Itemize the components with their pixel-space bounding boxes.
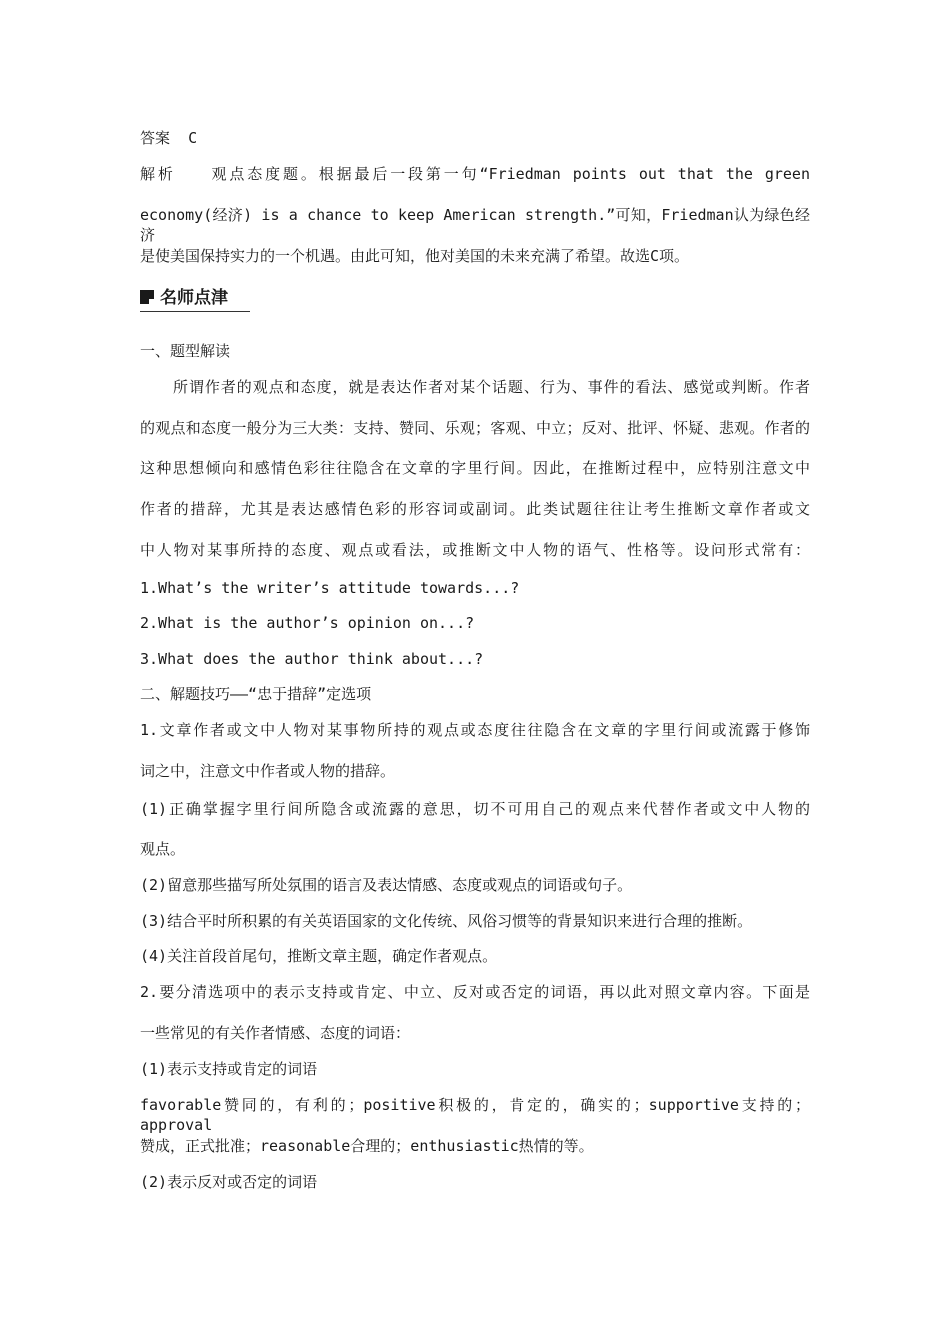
negative-words-title: (2)表示反对或否定的词语 <box>140 1173 318 1191</box>
part1-para-line-3: 这种思想倾向和感情色彩往往隐含在文章的字里行间。因此，在推断过程中，应特别注意文中 <box>140 459 810 477</box>
answer-line <box>140 128 197 148</box>
answer-value: C <box>188 129 198 147</box>
part2-sub1-line-1: (1)正确掌握字里行间所隐含或流露的意思，切不可用自己的观点来代替作者或文中人物的 <box>140 800 810 818</box>
part2-point1-line-1: 1.文章作者或文中人物对某事物所持的观点或态度往往隐含在文章的字里行间或流露于修饰 <box>140 721 810 739</box>
heading-square-icon <box>140 290 154 304</box>
part2-sub4: (4)关注首段首尾句，推断文章主题，确定作者观点。 <box>140 947 498 965</box>
part1-para-line-1: 所谓作者的观点和态度，就是表达作者对某个话题、行为、事件的看法、感觉或判断。作者 <box>173 378 810 396</box>
section-title: 名师点津 <box>160 288 228 308</box>
part1-para-line-2: 的观点和态度一般分为三大类：支持、赞同、乐观；客观、中立；反对、批评、怀疑、悲观。作者的 <box>140 419 810 437</box>
analysis-line-2: economy(经济) is a chance to keep American strength.”可知，Friedman认为绿色经济 <box>140 206 810 244</box>
positive-words-line-1: favorable赞同的，有利的；positive积极的，肯定的，确实的；supportive支持的；approval <box>140 1096 810 1134</box>
question-form-3: 3.What does the author think about...? <box>140 650 484 668</box>
part2-point2-line-1: 2.要分清选项中的表示支持或肯定、中立、反对或否定的词语，再以此对照文章内容。下面是 <box>140 983 810 1001</box>
part2-point2-line-2: 一些常见的有关作者情感、态度的词语： <box>140 1024 411 1042</box>
part1-para-line-5: 中人物对某事所持的态度、观点或看法，或推断文中人物的语气、性格等。设问形式常有： <box>140 541 810 559</box>
question-form-1: 1.What’s the writer’s attitude towards...? <box>140 579 520 597</box>
part2-point1-line-2: 词之中，注意文中作者或人物的措辞。 <box>140 762 396 780</box>
part2-sub3: (3)结合平时所积累的有关英语国家的文化传统、风俗习惯等的背景知识来进行合理的推断。 <box>140 912 753 930</box>
section-heading <box>140 287 250 312</box>
part1-title: 一、题型解读 <box>140 342 231 360</box>
part1-para-line-4: 作者的措辞，尤其是表达感情色彩的形容词或副词。此类试题往往让考生推断文章作者或文 <box>140 500 810 518</box>
question-form-2: 2.What is the author’s opinion on...? <box>140 614 475 632</box>
positive-words-title: (1)表示支持或肯定的词语 <box>140 1060 318 1078</box>
analysis-text-1: 观点态度题。根据最后一段第一句“Friedman points out that the green <box>211 165 810 183</box>
positive-words-line-2: 赞成，正式批准；reasonable合理的；enthusiastic热情的等。 <box>140 1137 594 1155</box>
part2-sub2: (2)留意那些描写所处氛围的语言及表达情感、态度或观点的词语或句子。 <box>140 876 633 894</box>
analysis-line-3: 是使美国保持实力的一个机遇。由此可知，他对美国的未来充满了希望。故选C项。 <box>140 247 690 265</box>
analysis-line-1 <box>140 164 810 184</box>
part2-sub1-line-2: 观点。 <box>140 840 186 858</box>
part2-title: 二、解题技巧——“忠于措辞”定选项 <box>140 685 372 703</box>
answer-label: 答案 <box>140 129 171 147</box>
analysis-label: 解析 <box>140 165 176 183</box>
